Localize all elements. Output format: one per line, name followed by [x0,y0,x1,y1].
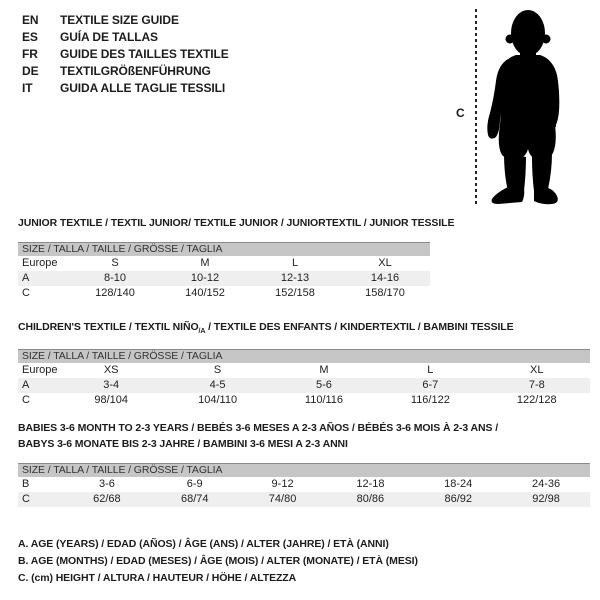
size-cell: 62/68 [93,493,121,505]
height-label: C [456,106,465,120]
language-code: FR [22,47,38,61]
row-label: Europe [22,257,58,269]
size-cell: 80/86 [356,493,385,505]
table-row [18,256,430,271]
language-row [22,80,229,97]
section-title-line [18,420,590,436]
size-cell: 6-7 [422,379,439,392]
size-header-bar: SIZE / TALLA / TAILLE / GRÖSSE / TAGLIA [18,242,430,256]
size-cell: S [111,257,119,269]
language-code: IT [22,81,33,95]
title-text: JUNIOR TEXTILE / TEXTIL JUNIOR/ TEXTILE JUNIOR / JUNIORTEXTIL / JUNIOR TESSILE [18,217,455,229]
size-cell: S [213,364,222,377]
size-cell: 140/152 [185,287,225,299]
children-textile-section [18,321,590,408]
language-label: TEXTILE SIZE GUIDE [60,13,179,27]
language-code: DE [22,64,39,78]
size-cell: 104/110 [198,394,238,407]
size-cell: M [200,257,210,269]
size-cell: 24-36 [532,478,561,490]
row-label: C [22,287,30,299]
row-label: Europe [22,364,58,377]
size-cell: XS [103,364,119,377]
size-cell: 86/92 [444,493,472,505]
size-cell: 7-8 [528,379,545,392]
footnote-b: B. AGE (MONTHS) / EDAD (MESES) / ÂGE (MOIS) / ALTER (MONATE) / ETÀ (MESI) [18,555,418,567]
size-cell: 6-9 [186,478,203,490]
language-label: GUIDA ALLE TAGLIE TESSILI [60,81,226,95]
row-label: A [22,379,30,392]
babies-size-table [18,477,590,507]
language-label: GUIDE DES TAILLES TEXTILE [60,47,229,61]
size-cell: 110/116 [304,394,344,407]
size-cell: 116/122 [410,394,450,407]
table-row [18,492,590,507]
size-cell: 158/170 [365,287,405,299]
footnote-a: A. AGE (YEARS) / EDAD (AÑOS) / ÂGE (ANS) / ALTER (JAHRE) / ETÀ (ANNI) [18,538,389,550]
row-label: B [22,478,30,490]
language-code: EN [22,13,39,27]
language-list [22,12,229,97]
table-row [18,378,590,393]
language-row [22,46,229,63]
size-cell: 12-13 [280,272,310,284]
table-row [18,393,590,408]
babies-textile-title [18,420,590,452]
size-cell: L [291,257,299,269]
size-cell: 3-4 [103,379,120,392]
size-cell: L [427,364,434,377]
size-cell: M [319,364,329,377]
size-cell: 3-6 [98,478,115,490]
title-text: BABIES 3-6 MONTH TO 2-3 YEARS / BEBÉS 3-6 MESES A 2-3 AÑOS / BÉBÉS 3-6 MOIS À 2-3 ANS / [18,422,499,434]
title-text: / TEXTILE DES ENFANTS / KINDERTEXTIL / BAMBINI TESSILE [205,321,514,333]
size-header-bar: SIZE / TALLA / TAILLE / GRÖSSE / TAGLIA [18,349,590,363]
children-size-table [18,363,590,408]
size-cell: 128/140 [95,287,135,299]
junior-textile-section [18,217,455,301]
size-cell: 4-5 [209,379,226,392]
table-row [18,477,590,492]
height-dashed-line [475,9,477,206]
language-row [22,12,229,29]
footnote-c: C. (cm) HEIGHT / ALTURA / HAUTEUR / HÖHE / ALTEZZA [18,572,297,584]
size-cell: XL [378,257,392,269]
language-label: GUÍA DE TALLAS [60,30,158,44]
size-cell: 9-12 [271,478,294,490]
size-cell: 68/74 [180,493,209,505]
babies-textile-section [18,420,590,507]
table-row [18,363,590,378]
language-label: TEXTILGRÖßENFÜHRUNG [60,64,211,78]
children-textile-title [18,321,590,338]
size-cell: 92/98 [532,493,560,505]
language-code: ES [22,30,38,44]
size-cell: 10-12 [190,272,220,284]
junior-size-table [18,256,430,301]
size-cell: 122/128 [516,394,557,407]
section-title-line [18,217,455,230]
size-cell: 5-6 [316,379,332,392]
footnotes [18,536,418,587]
junior-textile-title [18,217,455,230]
size-cell: 74/80 [268,493,297,505]
language-row [22,29,229,46]
size-cell: 14-16 [370,272,400,284]
title-text: CHILDREN'S TEXTILE / TEXTIL NIÑO [18,321,199,333]
size-cell: 18-24 [444,478,473,490]
size-cell: 152/158 [275,287,315,299]
table-row [18,271,430,286]
size-cell: 8-10 [103,272,127,284]
row-label: C [22,493,30,505]
toddler-silhouette-icon [484,9,564,205]
row-label: A [22,272,30,284]
row-label: C [22,394,30,407]
section-title-line [18,436,590,452]
table-row [18,286,430,301]
language-row [22,63,229,80]
section-title-line [18,321,590,338]
title-text: BABYS 3-6 MONATE BIS 2-3 JAHRE / BAMBINI 3-6 MESI A 2-3 ANNI [18,438,348,450]
size-cell: 98/104 [94,394,129,407]
title-subscript: /A [198,328,206,336]
size-cell: XL [530,364,544,377]
size-header-bar: SIZE / TALLA / TAILLE / GRÖSSE / TAGLIA [18,463,590,477]
size-cell: 12-18 [356,478,385,490]
